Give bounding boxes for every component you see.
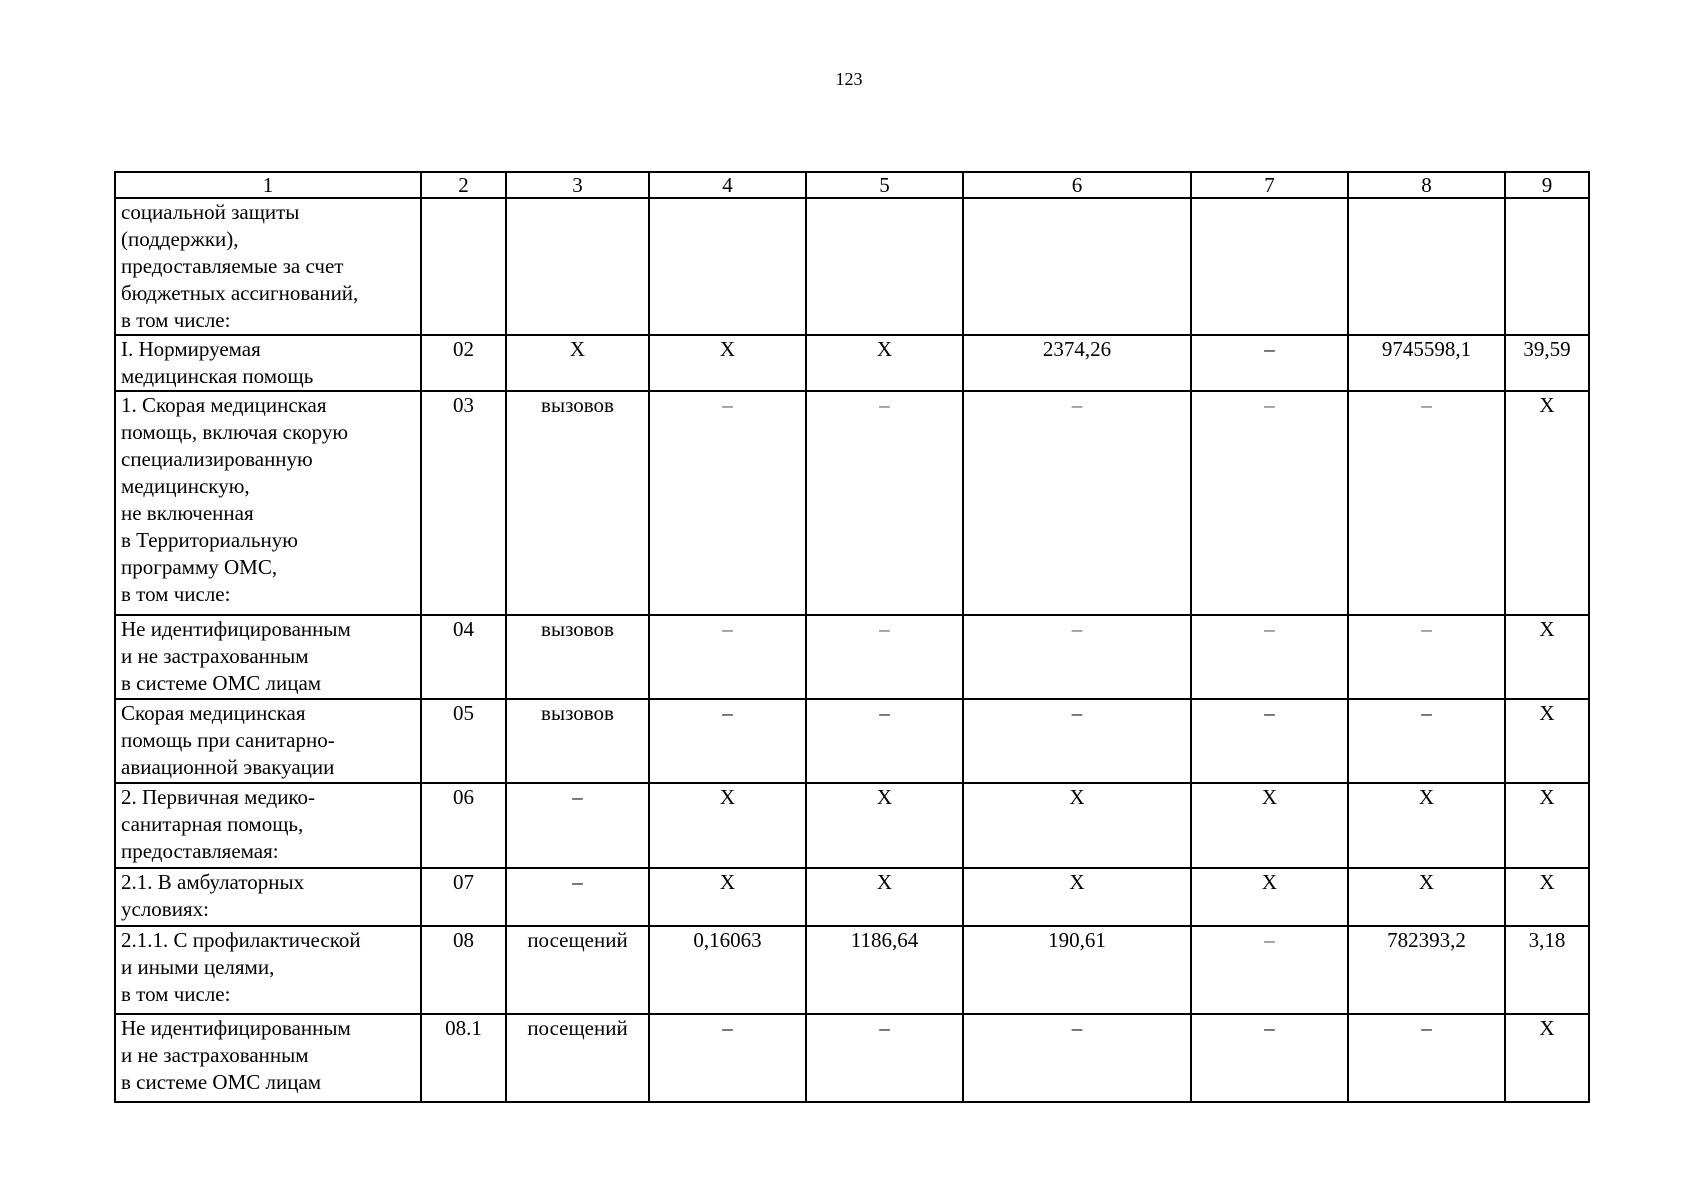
value-cell: Х — [649, 335, 806, 391]
unit-cell: – — [506, 783, 649, 868]
value-cell: 9745598,1 — [1348, 335, 1505, 391]
column-header: 8 — [1348, 172, 1505, 198]
value-cell: Х — [649, 868, 806, 926]
value-cell: 2374,26 — [963, 335, 1191, 391]
value-cell: – — [1191, 615, 1348, 699]
unit-cell: – — [506, 868, 649, 926]
row-code-cell — [421, 198, 506, 335]
value-cell: – — [963, 1014, 1191, 1102]
row-code-cell: 07 — [421, 868, 506, 926]
value-cell: – — [963, 391, 1191, 615]
value-cell: – — [1348, 1014, 1505, 1102]
column-header: 5 — [806, 172, 963, 198]
value-cell: – — [963, 615, 1191, 699]
row-name-cell: 1. Скорая медицинская помощь, включая скорую специализированную медицинскую, не включенная в Территориальную программу ОМС, в том числе: — [115, 391, 421, 615]
row-name-cell: Не идентифицированным и не застрахованным в системе ОМС лицам — [115, 1014, 421, 1102]
column-header: 1 — [115, 172, 421, 198]
value-cell — [1191, 198, 1348, 335]
value-cell: – — [1191, 391, 1348, 615]
table-row — [115, 868, 1589, 926]
value-cell: Х — [1348, 783, 1505, 868]
value-cell: Х — [1505, 868, 1589, 926]
value-cell: – — [806, 1014, 963, 1102]
value-cell: – — [806, 391, 963, 615]
value-cell: Х — [806, 868, 963, 926]
column-header: 6 — [963, 172, 1191, 198]
value-cell: Х — [963, 783, 1191, 868]
value-cell: 782393,2 — [1348, 926, 1505, 1014]
unit-cell: вызовов — [506, 699, 649, 783]
value-cell: Х — [1505, 615, 1589, 699]
column-header: 7 — [1191, 172, 1348, 198]
row-code-cell: 06 — [421, 783, 506, 868]
data-table — [114, 171, 1590, 1103]
row-code-cell: 08 — [421, 926, 506, 1014]
value-cell: Х — [1191, 868, 1348, 926]
value-cell: 1186,64 — [806, 926, 963, 1014]
value-cell: 39,59 — [1505, 335, 1589, 391]
value-cell: 190,61 — [963, 926, 1191, 1014]
value-cell: – — [649, 615, 806, 699]
value-cell: – — [1191, 335, 1348, 391]
unit-cell — [506, 198, 649, 335]
value-cell: Х — [1191, 783, 1348, 868]
value-cell: – — [1348, 615, 1505, 699]
value-cell: – — [1348, 391, 1505, 615]
table-row — [115, 391, 1589, 615]
column-header: 2 — [421, 172, 506, 198]
value-cell — [806, 198, 963, 335]
value-cell: – — [1191, 699, 1348, 783]
column-header: 3 — [506, 172, 649, 198]
row-name-cell: 2. Первичная медико- санитарная помощь, предоставляемая: — [115, 783, 421, 868]
value-cell: Х — [963, 868, 1191, 926]
value-cell: – — [1191, 1014, 1348, 1102]
table-row — [115, 335, 1589, 391]
column-number-row — [115, 172, 1589, 198]
unit-cell: вызовов — [506, 391, 649, 615]
table-row — [115, 615, 1589, 699]
row-name-cell: 2.1.1. С профилактической и иными целями, в том числе: — [115, 926, 421, 1014]
row-code-cell: 04 — [421, 615, 506, 699]
row-code-cell: 03 — [421, 391, 506, 615]
value-cell: 3,18 — [1505, 926, 1589, 1014]
value-cell: – — [649, 391, 806, 615]
page-number: 123 — [835, 69, 863, 89]
value-cell: Х — [806, 783, 963, 868]
unit-cell: посещений — [506, 1014, 649, 1102]
table-row — [115, 926, 1589, 1014]
value-cell: 0,16063 — [649, 926, 806, 1014]
value-cell: Х — [806, 335, 963, 391]
value-cell: – — [649, 699, 806, 783]
row-name-cell: 2.1. В амбулаторных условиях: — [115, 868, 421, 926]
value-cell: Х — [1348, 868, 1505, 926]
value-cell — [1505, 198, 1589, 335]
row-code-cell: 05 — [421, 699, 506, 783]
table-body — [115, 198, 1589, 1102]
value-cell: Х — [1505, 783, 1589, 868]
row-name-cell: I. Нормируемая медицинская помощь — [115, 335, 421, 391]
unit-cell: Х — [506, 335, 649, 391]
value-cell: Х — [1505, 391, 1589, 615]
unit-cell: вызовов — [506, 615, 649, 699]
value-cell: – — [806, 699, 963, 783]
table-row — [115, 699, 1589, 783]
row-name-cell: Не идентифицированным и не застрахованным в системе ОМС лицам — [115, 615, 421, 699]
table-row — [115, 1014, 1589, 1102]
row-name-cell: социальной защиты (поддержки), предоставляемые за счет бюджетных ассигнований, в том числе: — [115, 198, 421, 335]
unit-cell: посещений — [506, 926, 649, 1014]
value-cell: Х — [1505, 699, 1589, 783]
value-cell: – — [649, 1014, 806, 1102]
row-code-cell: 02 — [421, 335, 506, 391]
value-cell: – — [1348, 699, 1505, 783]
row-code-cell: 08.1 — [421, 1014, 506, 1102]
table-row — [115, 198, 1589, 335]
value-cell — [1348, 198, 1505, 335]
value-cell: – — [1191, 926, 1348, 1014]
value-cell: – — [963, 699, 1191, 783]
value-cell: – — [806, 615, 963, 699]
value-cell — [649, 198, 806, 335]
value-cell: Х — [1505, 1014, 1589, 1102]
column-header: 4 — [649, 172, 806, 198]
value-cell — [963, 198, 1191, 335]
column-header: 9 — [1505, 172, 1589, 198]
table-row — [115, 783, 1589, 868]
row-name-cell: Скорая медицинская помощь при санитарно- авиационной эвакуации — [115, 699, 421, 783]
value-cell: Х — [649, 783, 806, 868]
